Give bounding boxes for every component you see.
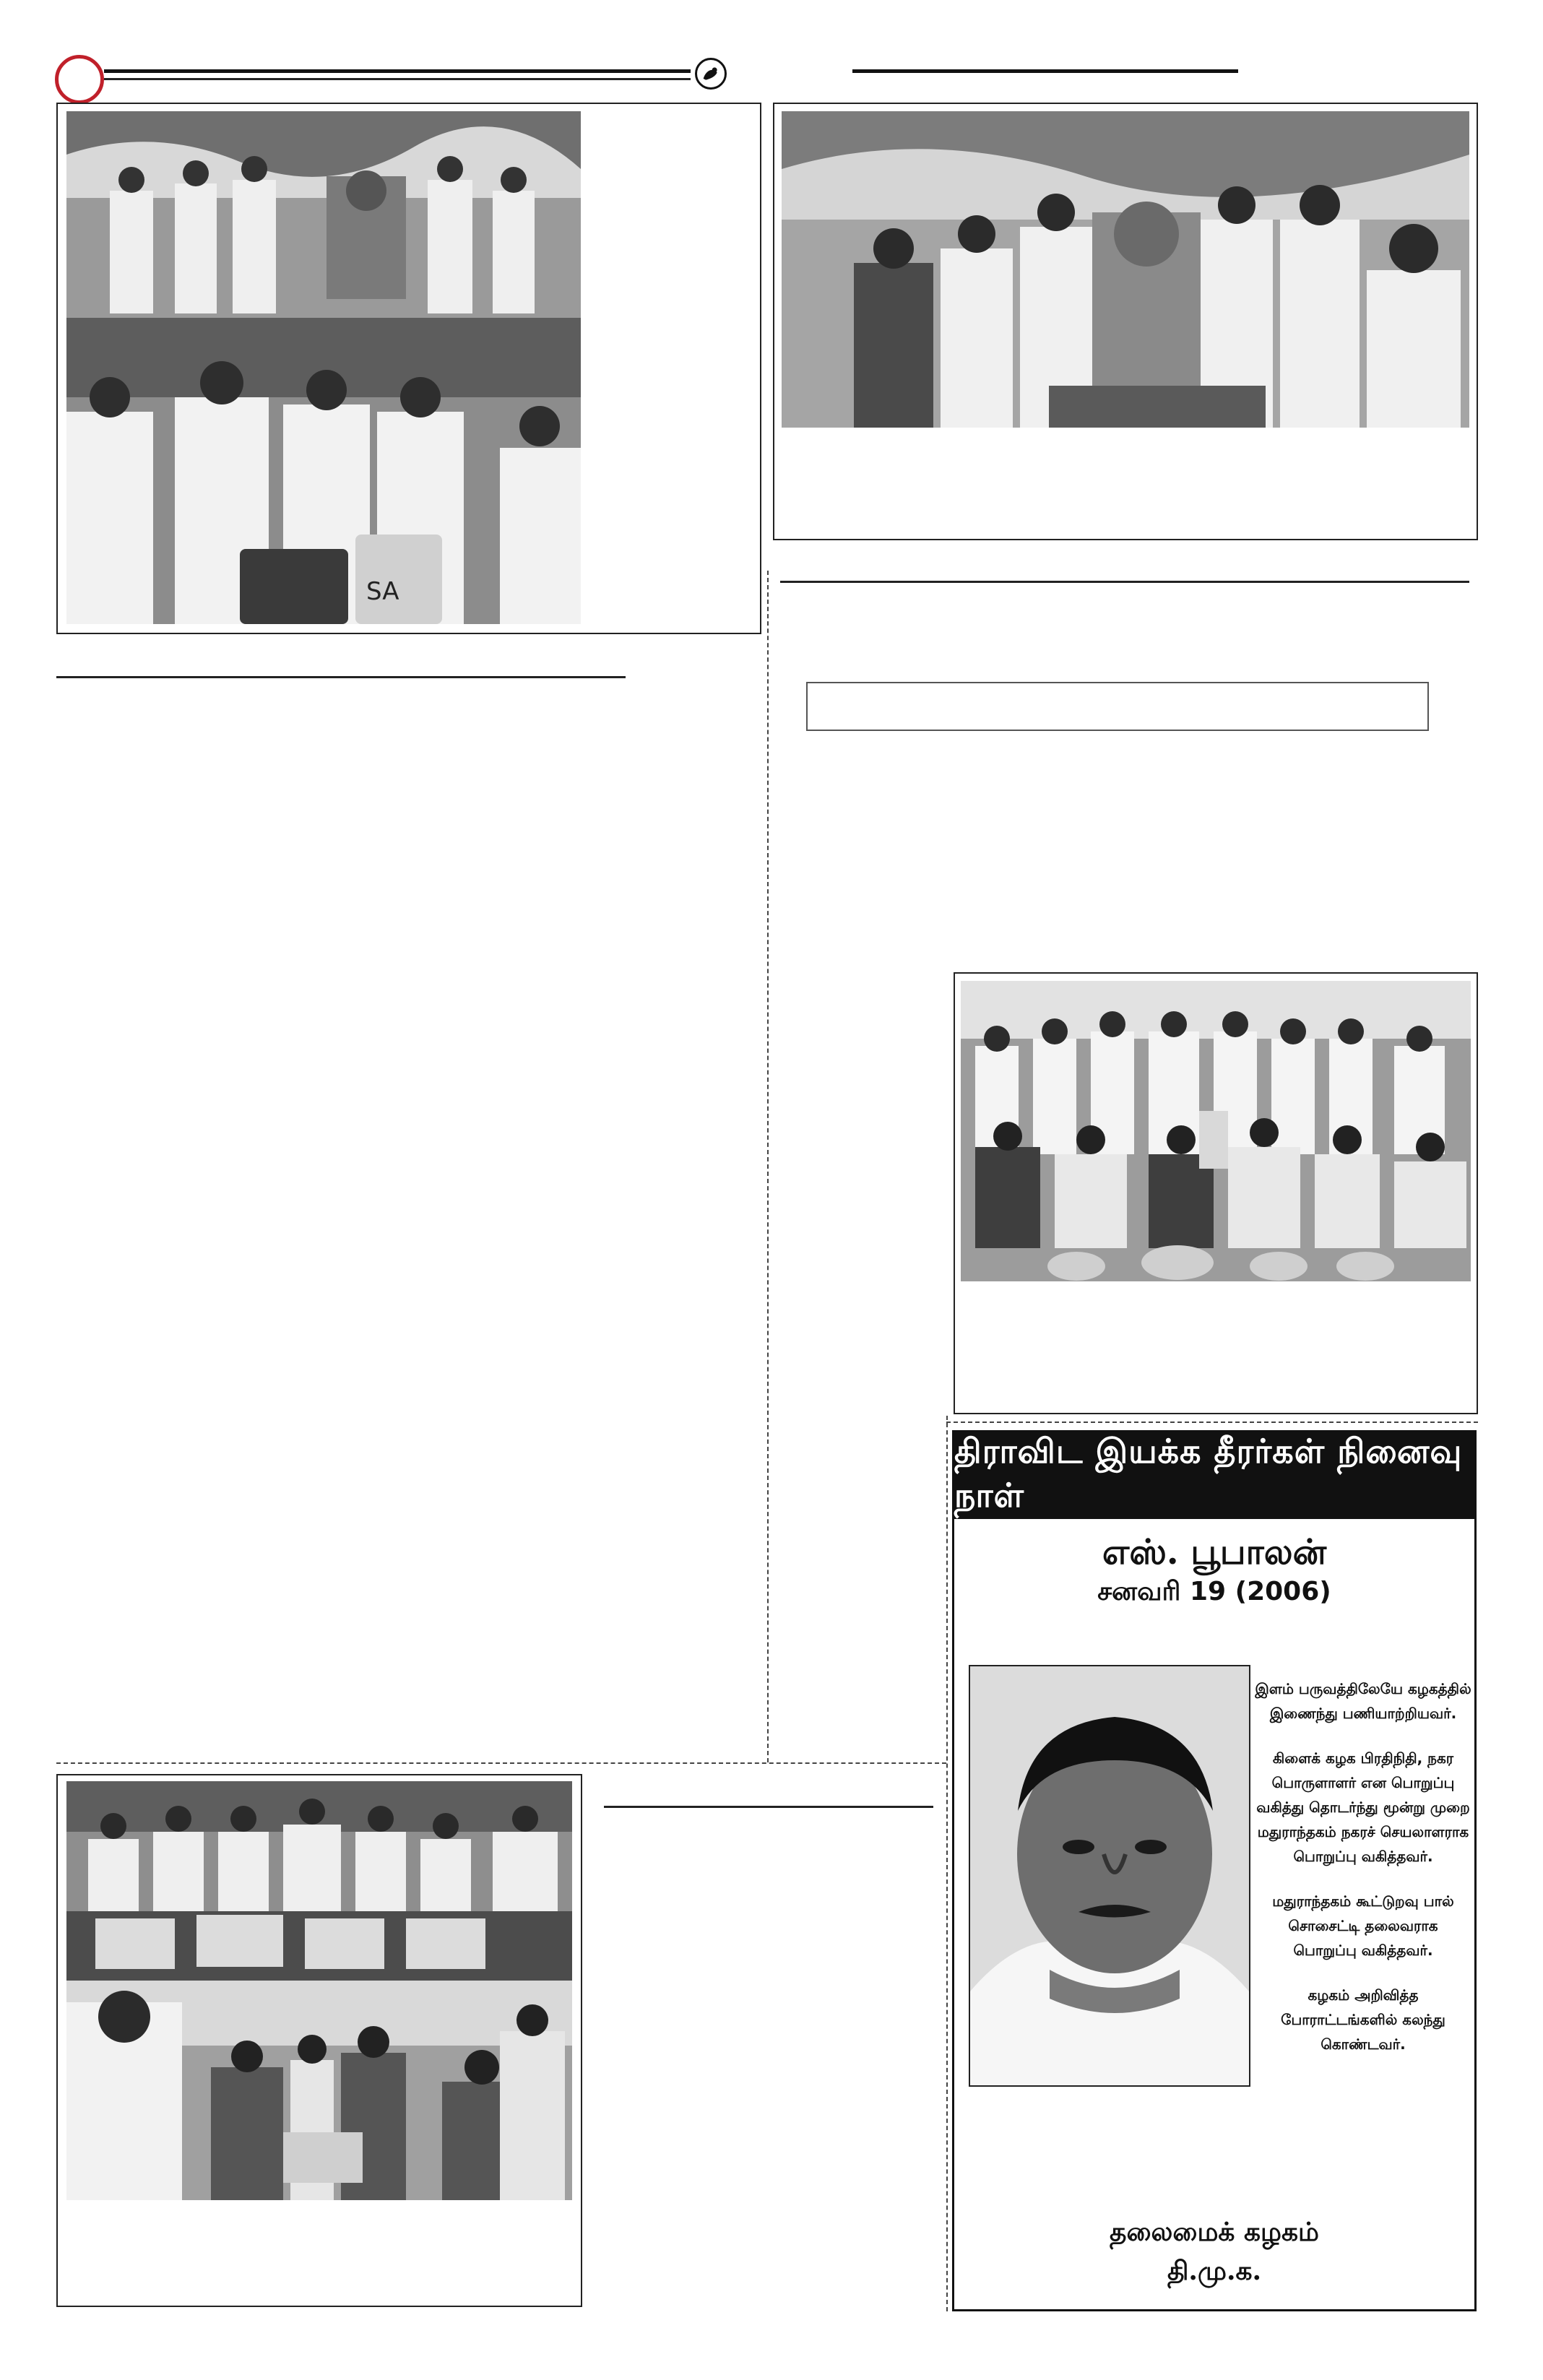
headline-rule-right: [780, 581, 1469, 583]
container-label: SA: [366, 577, 399, 606]
memorial-footer-party: தி.மு.க.: [1167, 2256, 1262, 2286]
memorial-date: சனவரி 19 (2006): [1097, 1577, 1331, 1606]
photo-welfare-distribution-top: [66, 1781, 572, 1981]
masthead-rule-right: [852, 69, 1238, 73]
memorial-bio: [1255, 1676, 1471, 2077]
memorial-bio-para-2: கிளைக் கழக பிரதிநிதி, நகர பொருளாளர் என பொறுப்பு வகித்து தொடர்ந்து மூன்று முறை மதுராந்தகம் நகரச் செயலாளராக பொறுப்பு வகித்தவர்.: [1256, 1749, 1470, 1865]
headline-rule-left: [56, 676, 626, 678]
section-divider-right: [946, 1421, 1478, 1423]
memorial-notice: [952, 1430, 1477, 2311]
memorial-header: திராவிட இயக்க தீரர்கள் நினைவு நாள்: [954, 1432, 1474, 1519]
memorial-portrait: [969, 1665, 1250, 2087]
photo-statue-garlanding: [66, 111, 581, 318]
masthead-rule-left: [104, 69, 691, 73]
photo-tribute-statue-right: [782, 111, 1469, 428]
party-emblem-icon: [695, 58, 727, 90]
section-divider-lower: [56, 1762, 946, 1764]
memorial-footer-issuer: தலைமைக் கழகம்: [1110, 2217, 1319, 2247]
masthead-logo-circle: [55, 55, 104, 104]
photo-sports-team: [961, 981, 1471, 1281]
photo-food-distribution: [66, 318, 581, 624]
column-divider-right: [946, 1416, 948, 2311]
subheading-box: [806, 682, 1429, 731]
column-divider-middle: [767, 571, 769, 1762]
masthead-rule-left-thin: [104, 78, 691, 80]
memorial-bio-para-4: கழகம் அறிவித்த போராட்டங்களில் கலந்து கொண்டவர்.: [1281, 1986, 1445, 2053]
memorial-bio-para-1: இளம் பருவத்திலேயே கழகத்தில் இணைந்து பணியாற்றியவர்.: [1255, 1680, 1471, 1722]
headline-rule-bottom: [604, 1806, 933, 1808]
photo-welfare-distribution-bottom: [66, 1981, 572, 2200]
memorial-bio-para-3: மதுராந்தகம் கூட்டுறவு பால் சொசைட்டி தலைவராக பொறுப்பு வகித்தவர்.: [1272, 1892, 1454, 1959]
memorial-name: எஸ். பூபாலன்: [1102, 1532, 1327, 1572]
